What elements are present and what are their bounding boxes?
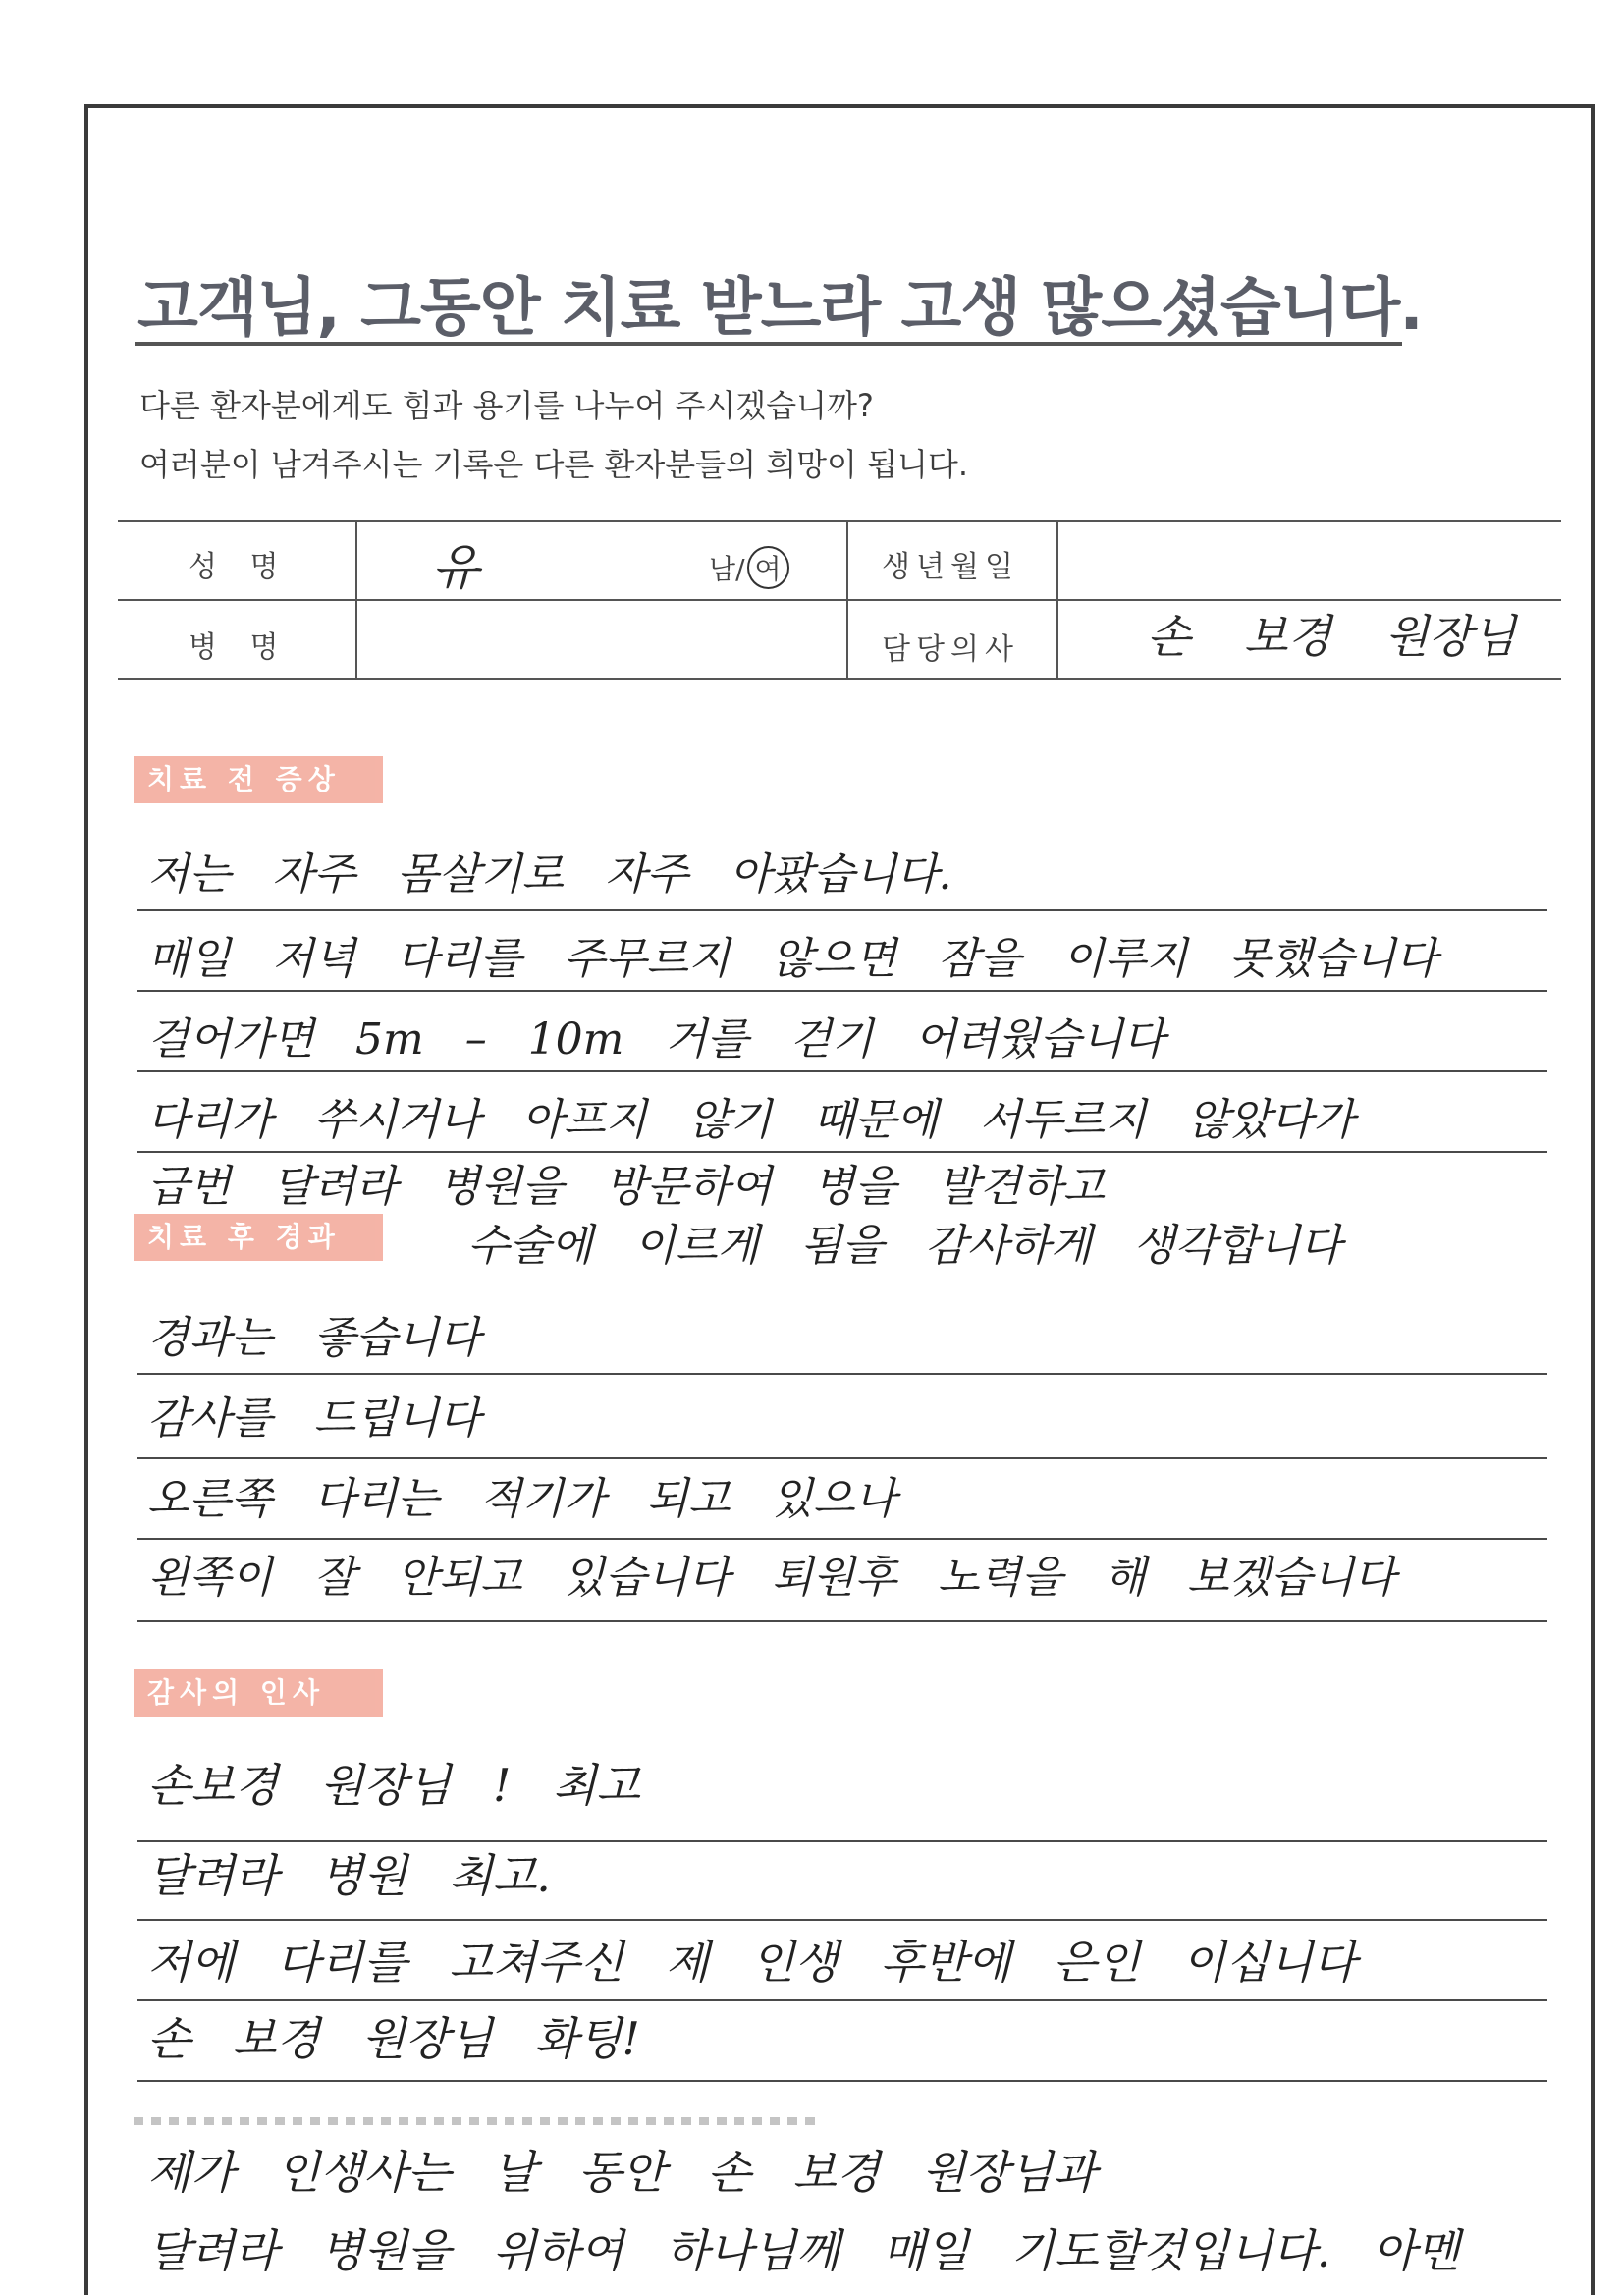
sex-selector	[709, 546, 789, 589]
thanks-line-2: 달려라 병원 최고.	[147, 1849, 551, 1902]
before-line-3: 걸어가면 5m – 10m 거를 걷기 어려웠습니다	[147, 1014, 1165, 1065]
ruled-line	[137, 1620, 1547, 1622]
sex-male: 남	[709, 553, 736, 585]
thanks-line-3: 저에 다리를 고쳐주신 제 인생 후반에 은인 이십니다	[147, 1936, 1357, 1989]
after-header-line: 수술에 이르게 됨을 감사하게 생각합니다	[467, 1221, 1342, 1271]
after-line-1: 경과는 좋습니다	[147, 1313, 481, 1363]
section-label-thanks: 감사의 인사	[134, 1669, 383, 1717]
patient-info-table	[118, 520, 1561, 680]
closing-line-1: 제가 인생사는 날 동안 손 보경 원장님과	[147, 2146, 1097, 2199]
thanks-line-1: 손보경 원장님 ! 최고	[147, 1759, 640, 1812]
ruled-line	[137, 1538, 1547, 1540]
before-line-4: 다리가 쑤시거나 아프지 않기 때문에 서두르지 않았다가	[147, 1095, 1355, 1145]
disease-label: 병 명	[189, 630, 291, 665]
ruled-line	[137, 1919, 1547, 1921]
table-divider	[846, 520, 848, 680]
section-label-after: 치료 후 경과	[134, 1214, 383, 1261]
table-top-border	[118, 520, 1561, 522]
doctor-value: 손 보경 원장님	[1147, 610, 1516, 663]
name-value: 유	[432, 539, 480, 596]
after-line-2: 감사를 드립니다	[147, 1393, 481, 1444]
section-label-before: 치료 전 증상	[134, 756, 383, 803]
thanks-line-4: 손 보경 원장님 화팅!	[147, 2012, 640, 2065]
page-title: 고객님, 그동안 치료 받느라 고생 많으셨습니다.	[137, 272, 1423, 345]
ruled-line	[137, 1457, 1547, 1459]
after-line-4: 왼쪽이 잘 안되고 있습니다 퇴원후 노력을 해 보겠습니다	[147, 1553, 1396, 1603]
ruled-line	[137, 1373, 1547, 1375]
title-underline	[135, 342, 1402, 346]
intro-line-1: 다른 환자분에게도 힘과 용기를 나누어 주시겠습니까?	[139, 387, 874, 424]
before-line-2: 매일 저녁 다리를 주무르지 않으면 잠을 이루지 못했습니다	[147, 934, 1437, 984]
intro-line-2: 여러분이 남겨주시는 기록은 다른 환자분들의 희망이 됩니다.	[139, 446, 969, 483]
table-divider	[355, 520, 357, 680]
name-label: 성 명	[189, 550, 291, 584]
sex-female-selected: 여	[747, 546, 789, 589]
ruled-line	[137, 1999, 1547, 2001]
sex-divider: /	[735, 553, 745, 585]
before-line-5: 급번 달려라 병원을 방문하여 병을 발견하고	[147, 1162, 1106, 1212]
ruled-line	[137, 909, 1547, 911]
footer-faded-text	[134, 2117, 821, 2125]
ruled-line	[137, 1070, 1547, 1072]
table-divider	[1056, 520, 1058, 680]
before-line-1: 저는 자주 몸살기로 자주 아팠습니다.	[147, 849, 952, 900]
doctor-label: 담당의사	[882, 632, 1019, 667]
ruled-line	[137, 990, 1547, 992]
ruled-line	[137, 2080, 1547, 2082]
after-line-3: 오른쪽 다리는 적기가 되고 있으나	[147, 1474, 896, 1524]
closing-line-2: 달려라 병원을 위하여 하나님께 매일 기도할것입니다. 아멘	[147, 2224, 1460, 2277]
birth-label: 생년월일	[882, 550, 1019, 584]
table-bottom-border	[118, 678, 1561, 680]
